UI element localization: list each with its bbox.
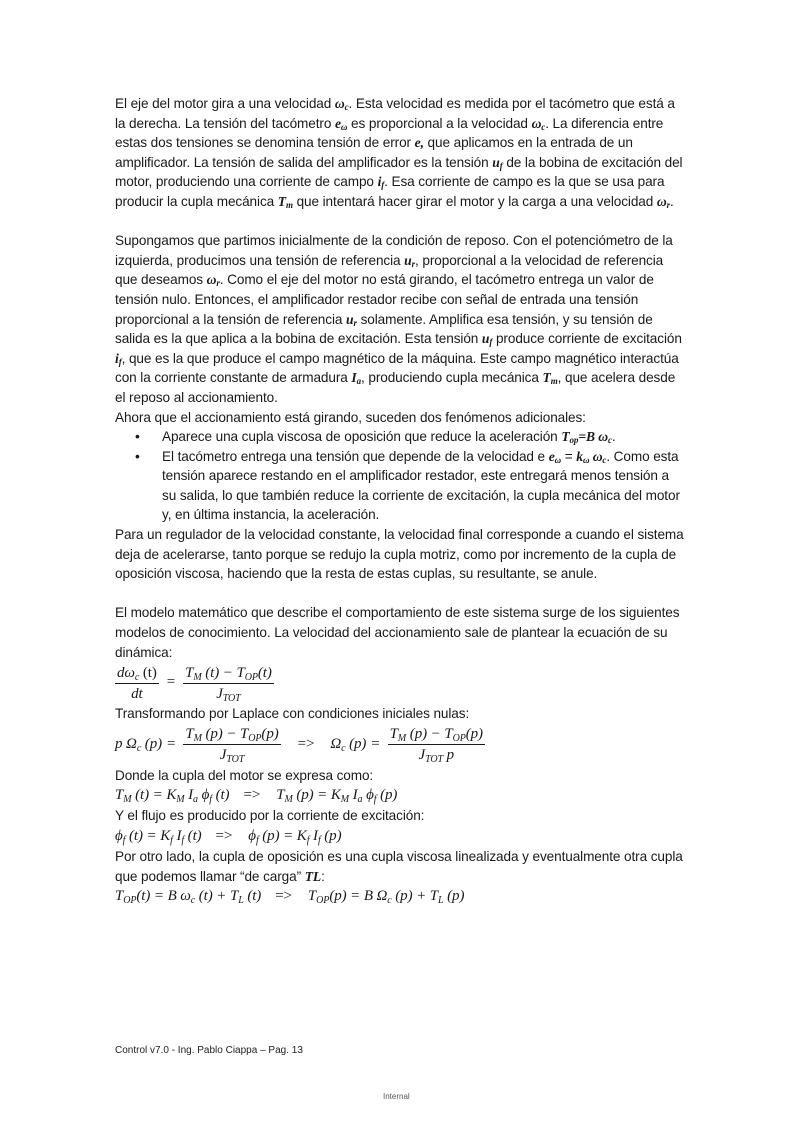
- text-run: que intentará hacer girar el motor y la carga a una velocidad: [292, 193, 657, 209]
- paragraph-startup: [115, 231, 685, 407]
- math-var: $T_m$: [542, 370, 558, 387]
- text-run: . Esa corriente de campo es la que se usa para producir la cupla mecánica: [115, 174, 665, 209]
- text-run: . Como esta tensión aparece restando en el amplificador restador, este entregará menos tensión a su salida, lo que también reduce la corriente de excitación, la cupla mecánica del motor y, en última instancia, la aceleración.: [162, 448, 680, 523]
- text-opposing-torque: Por otro lado, la cupla de oposición es una cupla viscosa linealizada y eventualmente otra cupla que podemos llamar “de carga” TL:: [115, 849, 683, 884]
- paragraph-model-intro: El modelo matemático que describe el comportamiento de este sistema surge de los siguientes modelos de conocimiento. La velocidad del accionamiento sale de plantear la ecuación de su dinámica:: [115, 605, 680, 660]
- math-var: $u_f$: [481, 331, 493, 348]
- math-var: $T_m$: [277, 193, 293, 210]
- text-run: Aparece una cupla viscosa de oposición que reduce la aceleración: [162, 429, 562, 445]
- text-run: , proporcional a la velocidad de referencia que deseamos: [115, 252, 664, 288]
- bullet-item-viscous: [162, 427, 685, 447]
- text-run: , que acelera desde el reposo al accionamiento.: [115, 370, 676, 405]
- text-run: . Esta velocidad es medida por el tacómetro que está a la derecha. La tensión del tacómetro: [115, 96, 675, 131]
- paragraph-spacer: [115, 584, 685, 604]
- text-run: produce corriente de excitación: [492, 331, 682, 347]
- paragraph-running: Ahora que el accionamiento está girando, suceden dos fenómenos adicionales:: [115, 409, 586, 425]
- math-var: $u_f$: [492, 154, 503, 171]
- math-var: TL: [304, 868, 322, 884]
- text-run: . La diferencia entre estas dos tensiones se denomina tensión de error: [115, 115, 664, 151]
- fraction: $\frac{T_M (t) - T_{OP}(t)}{J_{TOT}}$: [185, 664, 272, 704]
- math-var: $\omega_r$: [656, 193, 671, 210]
- paragraph-motor-description: [115, 94, 685, 212]
- paragraph-spacer: [115, 212, 685, 232]
- text-run: El tacómetro entrega una tensión que depende de la velocidad e: [162, 448, 549, 464]
- text-run: El eje del motor gira a una velocidad: [115, 96, 335, 111]
- paragraph-steady-state: Para un regulador de la velocidad constante, la velocidad final corresponde a cuando el sistema deja de acelerarse, tanto porque se redujo la cupla motriz, como por incremento de la cupla de oposición viscosa, haciendo que la resta de estas cuplas, su resultante, se anule.: [115, 527, 684, 582]
- body-text: [115, 94, 685, 907]
- math-var: $\omega_c$: [334, 96, 349, 112]
- text-run: .: [611, 429, 616, 445]
- bullet-item-tachometer: [162, 447, 685, 525]
- text-run: , que es la que produce el campo magnético de la máquina. Este campo magnético interactúa con la corriente constante de armadura: [115, 350, 679, 386]
- text-run: de la bobina de excitación del motor, produciendo una corriente de campo: [115, 154, 683, 190]
- math-var: $i_f$: [377, 174, 385, 191]
- text-motor-torque: Donde la cupla del motor se expresa como:: [115, 767, 374, 783]
- math-var: $\omega_c$: [531, 115, 546, 132]
- math-var: $\omega_r$: [206, 272, 220, 289]
- math-var: $k_\omega$ $\omega_c$: [576, 448, 607, 465]
- bullet-list: [115, 427, 685, 525]
- math-var: $e_\omega$: [548, 448, 562, 465]
- text-flux: Y el flujo es producido por la corriente de excitación:: [115, 808, 425, 824]
- text-run: , produciendo cupla mecánica: [361, 370, 543, 386]
- math-var: $u_r$: [346, 311, 357, 328]
- math-var: $T_{op}=B$ $\omega_c$: [561, 429, 612, 446]
- text-run: es proporcional a la velocidad: [347, 115, 532, 131]
- math-var: e,: [414, 135, 424, 151]
- equation-laplace: p $\Omega_c$ (p) = $\frac{T_M (p) - T_{OP}(p)}{J_{TOT}}$ => $\Omega_c$ (p) = $\frac{T_M (p) - T_{OP}(p)}{J_{TOT} p}$: [115, 726, 483, 766]
- text-run: =: [561, 448, 577, 464]
- equation-flux: $\phi_f$ $(t) = K_f$ $I_f$ (t) => $\phi_f$ $(p) = K_f$ $I_f$ (p): [115, 827, 342, 846]
- math-var: $i_f$: [115, 350, 122, 367]
- math-var: $I_a$: [351, 370, 362, 387]
- classification-label: Internal: [383, 1092, 410, 1101]
- fraction: $\frac{d\omega_c (t)}{dt}$: [117, 664, 157, 702]
- equation-opposing-torque: $T_{OP}(t) = B$ $\omega_c$ $(t) + T_L$ (t) => $T_{OP}(p) = B$ $\Omega_c$ $(p) + T_L$ (p): [115, 887, 465, 906]
- text-run: que aplicamos en la entrada de un amplificador. La tensión de salida del amplificador es la tensión: [115, 135, 633, 170]
- text-run: .: [670, 193, 674, 209]
- text-run: solamente. Amplifica esa tensión, y su tensión de salida es la que aplica a la bobina de excitación. Esta tensión: [115, 311, 653, 347]
- page-footer: Control v7.0 - Ing. Pablo Ciappa – Pag. 13: [115, 1045, 303, 1056]
- equation-motor-torque: $T_M$ $(t) = K_M$ $I_a$ $\phi_f$ (t) => $T_M$ $(p) = K_M$ $I_a$ $\phi_f$ (p): [115, 787, 398, 806]
- equation-dynamics: $\frac{d\omega_c (t)}{dt}$ = $\frac{T_M (t) - T_{OP}(t)}{J_{TOT}}$: [117, 664, 272, 704]
- fraction: $\frac{T_M (p) - T_{OP}(p)}{J_{TOT}}$: [185, 726, 279, 766]
- math-var: $e_\omega$: [334, 115, 348, 132]
- math-var: $u_r$: [404, 252, 416, 269]
- fraction: $\frac{T_M (p) - T_{OP}(p)}{J_{TOT} p}$: [389, 726, 483, 766]
- text-run: Supongamos que partimos inicialmente de la condición de reposo. Con el potenciómetro de la izquierda, producimos una tensión de referencia: [115, 233, 673, 268]
- text-laplace: Transformando por Laplace con condiciones iniciales nulas:: [115, 706, 470, 722]
- text-run: . Como el eje del motor no está girando, el tacómetro entrega un valor de tensión nulo. Entonces, el amplificador restador recibe con señal de entrada una tensión proporcional a la tensión de referencia: [115, 272, 654, 327]
